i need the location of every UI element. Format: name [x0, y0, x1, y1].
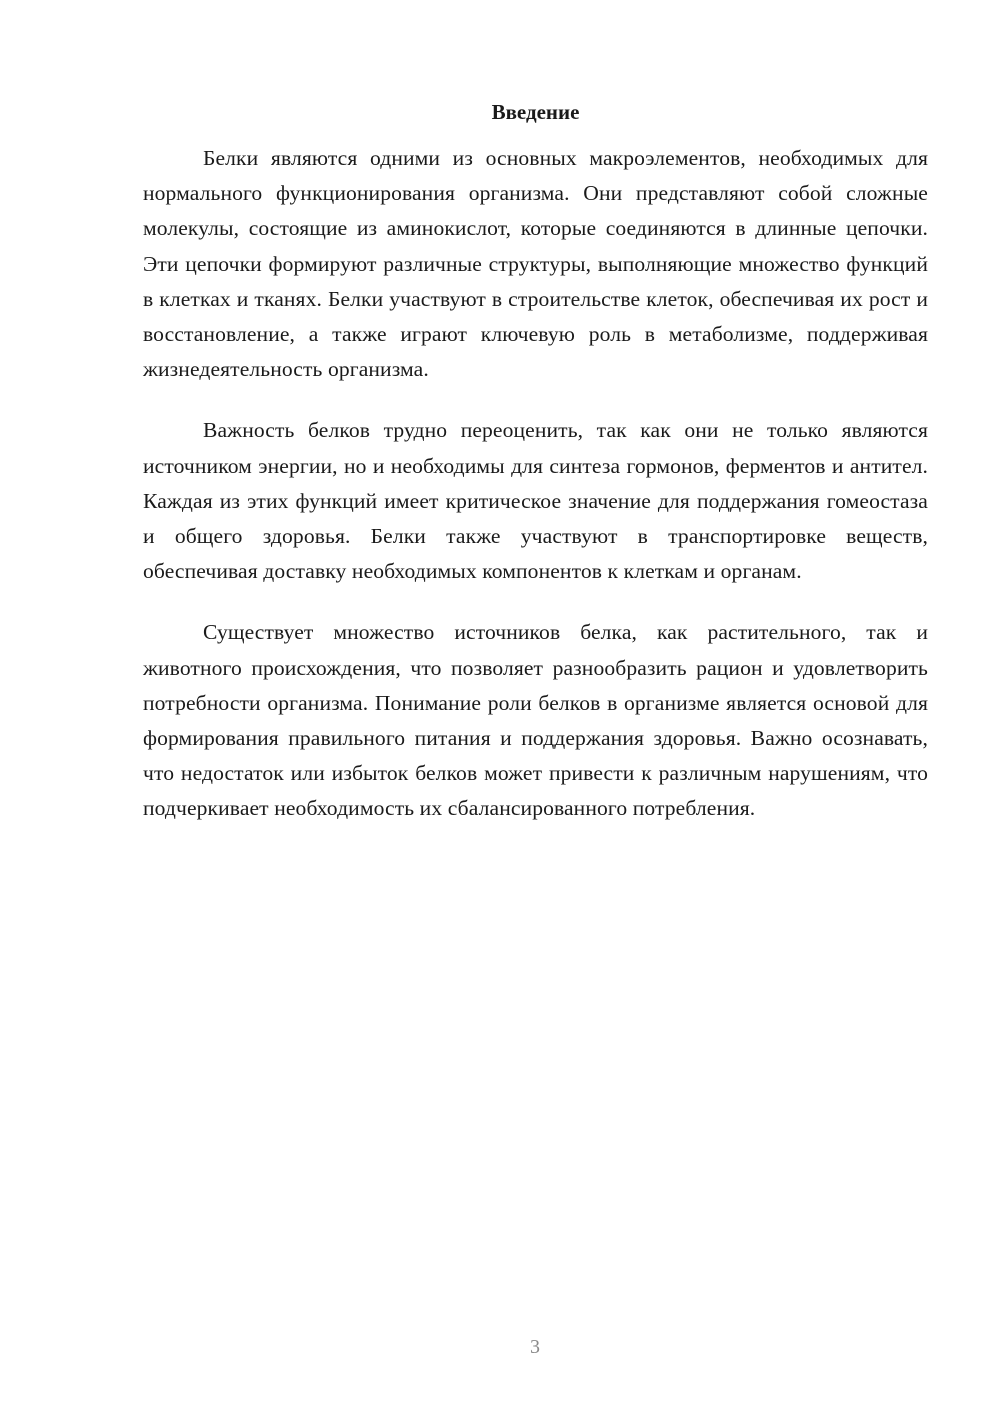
- document-body: [143, 141, 928, 853]
- paragraph-2: Важность белков трудно переоценить, так как они не только являются источником энергии, но и необходимы для синтеза гормонов, ферментов и антител. Каждая из этих функций имеет критическое значение для поддержания гомеостаза и общего здоровья. Белки также участвуют в транспортировке веществ, обеспечивая доставку необходимых компонентов к клеткам и органам.: [143, 418, 928, 584]
- paragraph-3: Существует множество источников белка, как растительного, так и животного происхождения, что позволяет разнообразить рацион и удовлетворить потребности организма. Понимание роли белков в организме является основой для формирования правильного питания и поддержания здоровья. Важно осознавать, что недостаток или избыток белков может привести к различным нарушениям, что подчеркивает необходимость их сбалансированного потребления.: [143, 620, 928, 821]
- page-number: 3: [530, 1336, 540, 1358]
- paragraph-1: Белки являются одними из основных макроэлементов, необходимых для нормального функционирования организма. Они представляют собой сложные молекулы, состоящие из аминокислот, которые соединяются в длинные цепочки. Эти цепочки формируют различные структуры, выполняющие множество функций в клетках и тканях. Белки участвуют в строительстве клеток, обеспечивая их рост и восстановление, а также играют ключевую роль в метаболизме, поддерживая жизнедеятельность организма.: [143, 146, 928, 382]
- section-title: Введение: [491, 100, 580, 124]
